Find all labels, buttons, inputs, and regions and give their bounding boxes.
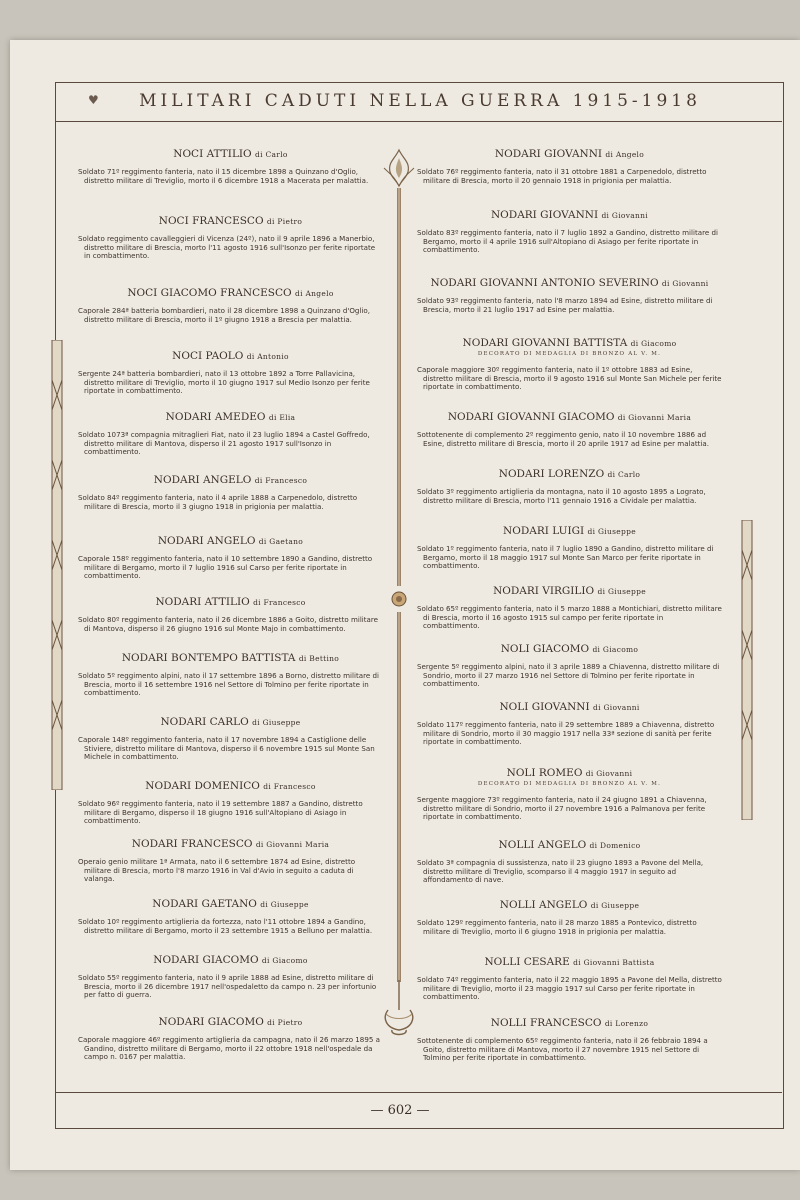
soldier-name: NODARI GIOVANNI BATTISTA di Giacomo <box>462 337 677 349</box>
entry-card <box>78 780 383 838</box>
page-number: — 602 — <box>370 1103 430 1118</box>
entry-text: Soldato reggimento cavalleggieri di Vicenza (24º), nato il 9 aprile 1896 a Manerbio, distretto militare di Brescia, morto l'11 agosto 1916 sull'Isonzo per ferite riportate in combattimento. <box>78 234 376 261</box>
soldier-name: NOLLI ANGELO di Domenico <box>498 839 641 851</box>
soldier-name: NODARI LUIGI di Giuseppe <box>503 525 636 537</box>
soldier-name: NODARI BONTEMPO BATTISTA di Bettino <box>121 652 340 664</box>
left-fasces-icon <box>46 340 68 790</box>
entry-card <box>417 468 722 525</box>
entry-text: Soldato 3º reggimento artiglieria da montagna, nato il 10 agosto 1895 a Lograto, distretto militare di Brescia, morto l'11 gennaio 1916 a Cividale per malattia. <box>417 487 706 505</box>
entry-text: Caporale 158º reggimento fanteria, nato il 10 settembre 1890 a Gandino, distretto militare di Bergamo, morto il 7 luglio 1916 sul Carso per ferite riportate in combattimento. <box>78 554 373 581</box>
soldier-name: NODARI DOMENICO di Francesco <box>145 780 316 792</box>
entry-card <box>78 474 383 535</box>
entry-text: Soldato 76º reggimento fanteria, nato il 31 ottobre 1881 a Carpenedolo, distretto militare di Brescia, morto il 20 gennaio 1918 in prigionia per malattia. <box>417 167 707 185</box>
entry-text: Sergente 24ª batteria bombardieri, nato il 13 ottobre 1892 a Torre Pallavicina, distretto militare di Treviglio, morto il 10 giugno 1917 sul Medio Isonzo per ferite riportate in combattimento. <box>78 369 370 396</box>
soldier-name: NOLI ROMEO di Giovanni <box>506 767 633 779</box>
entry-card <box>417 643 722 701</box>
entry-text: Soldato 71º reggimento fanteria, nato il 15 dicembre 1898 a Quinzano d'Oglio, distretto militare di Treviglio, morto il 6 dicembre 1918 a Macerata per malattia. <box>78 167 369 185</box>
rosette-icon <box>391 591 407 607</box>
entry-card <box>417 839 722 899</box>
torch-flame-icon <box>380 148 418 188</box>
medal-decoration-note: DECORATO DI MEDAGLIA DI BRONZO AL V. M. <box>477 351 662 357</box>
soldier-name: NOCI FRANCESCO di Pietro <box>158 215 303 227</box>
soldier-name: NODARI CARLO di Giuseppe <box>160 716 301 728</box>
entry-text: Soldato 84º reggimento fanteria, nato il 4 aprile 1888 a Carpenedolo, distretto militare di Brescia, morto il 3 giugno 1918 in prigionia per malattia. <box>78 493 358 511</box>
entry-card <box>417 956 722 1017</box>
entry-text: Soldato 80º reggimento fanteria, nato il 26 dicembre 1886 a Goito, distretto militare di Mantova, disperso il 26 giugno 1916 sul Monte Majo in combattimento. <box>78 615 379 633</box>
soldier-name: NODARI ATTILIO di Francesco <box>155 596 306 608</box>
entry-card <box>417 701 722 767</box>
entry-card <box>78 954 383 1016</box>
soldier-name: NODARI GIOVANNI GIACOMO di Giovanni Maria <box>447 411 692 423</box>
soldier-name: NODARI GIOVANNI di Angelo <box>494 148 645 160</box>
medal-decoration-note: DECORATO DI MEDAGLIA DI BRONZO AL V. M. <box>477 781 662 787</box>
entry-text: Soldato 83º reggimento fanteria, nato il 7 luglio 1892 a Gandino, distretto militare di Bergamo, morto il 4 aprile 1916 sull'Altopiano di Asiago per ferite riportate in combattimento. <box>417 228 718 255</box>
right-column <box>417 148 722 1067</box>
entry-text: Soldato 1º reggimento fanteria, nato il 7 luglio 1890 a Gandino, distretto militare di Bergamo, morto il 18 maggio 1917 sul Monte San Marco per ferite riportate in combattimento. <box>417 544 714 571</box>
entry-card <box>78 535 383 596</box>
entry-card <box>417 337 722 411</box>
entry-card <box>417 209 722 277</box>
entry-text: Soldato 3ª compagnia di sussistenza, nato il 23 giugno 1893 a Pavone del Mella, distretto militare di Treviglio, scomparso il 4 maggio 1917 in seguito ad affondamento di nave. <box>417 858 704 885</box>
entry-text: Caporale maggiore 30º reggimento fanteria, nato il 1º ottobre 1883 ad Esine, distretto militare di Brescia, morto il 9 agosto 1916 sul Monte San Michele per ferite riportate in combattimento. <box>417 365 722 392</box>
entry-text: Soldato 1073ª compagnia mitraglieri Fiat, nato il 23 luglio 1894 a Castel Goffredo, distretto militare di Mantova, disperso il 21 agosto 1917 sull'Isonzo in combattimento. <box>78 430 370 457</box>
entry-text: Soldato 74º reggimento fanteria, nato il 22 maggio 1895 a Pavone del Mella, distretto militare di Treviglio, morto il 23 maggio 1917 sul Carso per ferite riportate in combattimento. <box>417 975 722 1002</box>
entry-card <box>78 350 383 411</box>
heart-ornament-icon: ♥ <box>88 93 99 107</box>
entry-card <box>417 525 722 585</box>
soldier-name: NODARI GIOVANNI ANTONIO SEVERINO di Giovanni <box>430 277 709 289</box>
torch-rod-upper <box>397 188 401 586</box>
soldier-name: NODARI GIOVANNI di Giovanni <box>490 209 649 221</box>
entry-text: Soldato 93º reggimento fanteria, nato l'8 marzo 1894 ad Esine, distretto militare di Brescia, morto il 21 luglio 1917 ad Esine per malattia. <box>417 296 713 314</box>
entry-text: Soldato 55º reggimento fanteria, nato il 9 aprile 1888 ad Esine, distretto militare di Brescia, morto il 26 dicembre 1917 nell'ospedaletto da campo n. 23 per infortunio per fatto di guerra. <box>78 973 377 1000</box>
soldier-name: NODARI AMEDEO di Elia <box>165 411 296 423</box>
soldier-name: NODARI ANGELO di Francesco <box>153 474 308 486</box>
entry-text: Caporale maggiore 46º reggimento artiglieria da campagna, nato il 26 marzo 1895 a Gandino, distretto militare di Bergamo, morto il 22 ottobre 1918 nell'ospedale da campo n. 0167 per malattia. <box>78 1035 380 1062</box>
right-fasces-icon <box>736 520 758 820</box>
soldier-name: NODARI GAETANO di Giuseppe <box>152 898 309 910</box>
soldier-name: NOLLI CESARE di Giovanni Battista <box>484 956 655 968</box>
entry-text: Soldato 117º reggimento fanteria, nato il 29 settembre 1889 a Chiavenna, distretto militare di Sondrio, morto il 30 maggio 1917 nella 33ª sezione di sanità per ferite riportate in combattimento. <box>417 720 715 747</box>
soldier-name: NOCI PAOLO di Antonio <box>172 350 289 362</box>
soldier-name: NODARI VIRGILIO di Giuseppe <box>493 585 646 597</box>
soldier-name: NOLLI FRANCESCO di Lorenzo <box>490 1017 649 1029</box>
entry-card <box>417 585 722 643</box>
entry-text: Sergente maggiore 73º reggimento fanteria, nato il 24 giugno 1891 a Chiavenna, distretto militare di Sondrio, morto il 27 novembre 1916 a Palmanova per ferite riportate in combattimento. <box>417 795 707 822</box>
entry-text: Caporale 148º reggimento fanteria, nato il 17 novembre 1894 a Castiglione delle Stiviere, distretto militare di Mantova, disperso il 6 novembre 1915 sul Monte San Michele in combattimento. <box>78 735 375 762</box>
entry-card <box>78 1016 383 1066</box>
entry-card <box>78 838 383 898</box>
entry-card <box>417 277 722 337</box>
footer-rule <box>55 1092 782 1093</box>
entry-text: Sergente 5º reggimento alpini, nato il 3 aprile 1889 a Chiavenna, distretto militare di Sondrio, morto il 27 marzo 1916 nel Settore di Tolmino per ferite riportate in combattimento. <box>417 662 720 689</box>
entry-card <box>78 716 383 780</box>
entry-card <box>78 652 383 716</box>
entry-card <box>417 411 722 468</box>
soldier-name: NOLI GIACOMO di Giacomo <box>500 643 639 655</box>
entry-text: Soldato 129º reggimento fanteria, nato il 28 marzo 1885 a Pontevico, distretto militare di Treviglio, morto il 6 giugno 1918 in prigionia per malattia. <box>417 918 697 936</box>
soldier-name: NOCI GIACOMO FRANCESCO di Angelo <box>127 287 334 299</box>
entry-text: Soldato 5º reggimento alpini, nato il 17 settembre 1896 a Borno, distretto militare di Brescia, morto il 16 settembre 1916 nel Settore di Tolmino per ferite riportate in combattimento. <box>78 671 379 698</box>
soldier-name: NOLI GIOVANNI di Giovanni <box>499 701 640 713</box>
entry-card <box>78 287 383 350</box>
torch-rod-lower <box>397 612 401 982</box>
entry-text: Caporale 284ª batteria bombardieri, nato il 28 dicembre 1898 a Quinzano d'Oglio, distretto militare di Brescia, morto il 1º giugno 1918 a Brescia per malattia. <box>78 306 370 324</box>
soldier-name: NODARI LORENZO di Carlo <box>498 468 641 480</box>
soldier-name: NODARI GIACOMO di Giacomo <box>153 954 308 966</box>
entry-text: Soldato 96º reggimento fanteria, nato il 19 settembre 1887 a Gandino, distretto militare di Bergamo, disperso il 18 giugno 1916 sull'Altopiano di Asiago in combattimento. <box>78 799 363 826</box>
page-title: MILITARI CADUTI NELLA GUERRA 1915-1918 <box>139 91 701 111</box>
header-rule <box>55 121 782 122</box>
entry-card <box>417 767 722 839</box>
soldier-name: NOCI ATTILIO di Carlo <box>173 148 288 160</box>
entry-text: Sottotenente di complemento 65º reggimento fanteria, nato il 26 febbraio 1894 a Goito, distretto militare di Mantova, morto il 27 novembre 1915 nel Settore di Tolmino per ferite riportate in combattimento. <box>417 1036 708 1063</box>
entry-card <box>417 148 722 209</box>
torch-base-ornament-icon <box>380 980 418 1040</box>
soldier-name: NODARI ANGELO di Gaetano <box>157 535 304 547</box>
entry-card <box>417 899 722 956</box>
entry-card <box>78 148 383 215</box>
left-column <box>78 148 383 1066</box>
entry-text: Soldato 10º reggimento artiglieria da fortezza, nato l'11 ottobre 1894 a Gandino, distretto militare di Bergamo, morto il 23 settembre 1915 a Belluno per malattia. <box>78 917 373 935</box>
entry-text: Operaio genio militare 1ª Armata, nato il 6 settembre 1874 ad Esine, distretto militare di Brescia, morto l'8 marzo 1916 in Val d'Avio in seguito a caduta di valanga. <box>78 857 356 884</box>
entry-card <box>78 411 383 474</box>
entry-card <box>78 898 383 954</box>
entry-card <box>78 596 383 652</box>
entry-text: Soldato 65º reggimento fanteria, nato il 5 marzo 1888 a Montichiari, distretto militare di Brescia, morto il 16 agosto 1915 sul campo per ferite riportate in combattimento. <box>417 604 722 631</box>
soldier-name: NOLLI ANGELO di Giuseppe <box>499 899 640 911</box>
entry-card <box>78 215 383 287</box>
entry-text: Sottotenente di complemento 2º reggimento genio, nato il 10 novembre 1886 ad Esine, distretto militare di Brescia, morto il 20 aprile 1917 ad Esine per malattia. <box>417 430 710 448</box>
soldier-name: NODARI FRANCESCO di Giovanni Maria <box>131 838 330 850</box>
entry-card <box>417 1017 722 1067</box>
soldier-name: NODARI GIACOMO di Pietro <box>158 1016 303 1028</box>
